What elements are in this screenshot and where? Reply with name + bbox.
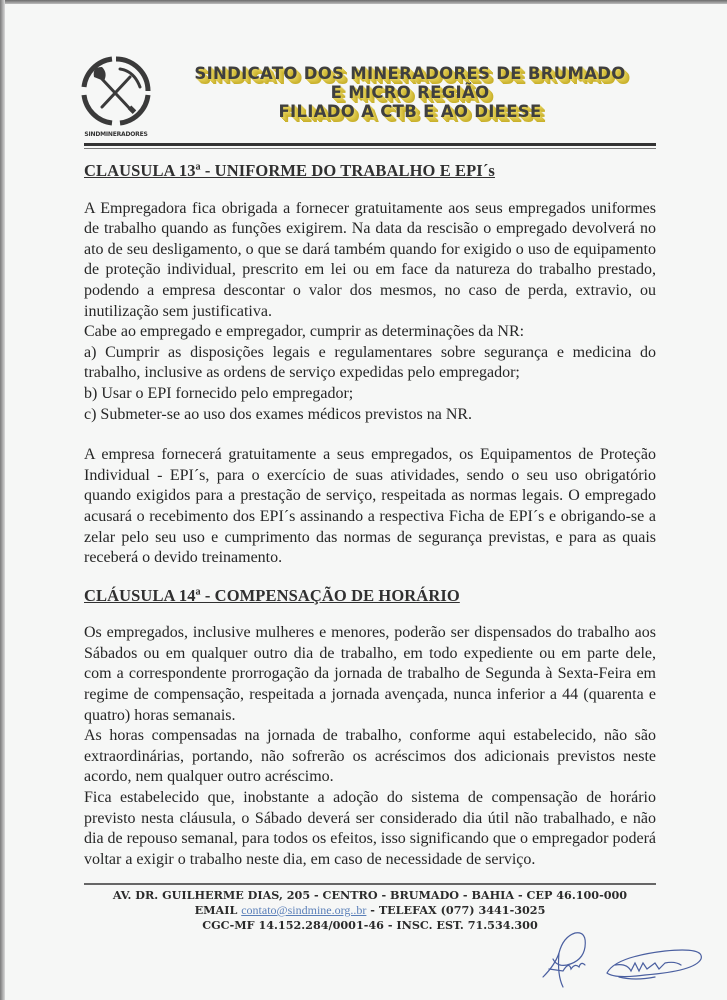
footer-divider bbox=[84, 883, 656, 885]
footer-telefax: - TELEFAX (077) 3441-3025 bbox=[370, 903, 546, 917]
clause-13-item-b: b) Usar o EPI fornecido pelo empregador; bbox=[84, 384, 354, 402]
banner-line-2: E MICRO REGIÃO bbox=[330, 83, 490, 102]
clause-13-item-c: c) Submeter-se ao uso dos exames médicos previstos na NR. bbox=[84, 405, 473, 423]
handwritten-signatures-icon bbox=[535, 925, 720, 995]
header-divider bbox=[84, 143, 656, 146]
clause-13-title: CLAUSULA 13ª - UNIFORME DO TRABALHO E EPI´s bbox=[84, 161, 495, 180]
header-divider-thin bbox=[84, 148, 656, 149]
scan-edge-left bbox=[0, 0, 5, 1000]
clause-14-paragraph-2: As horas compensadas na jornada de trabalho, conforme aqui estabelecido, não são extraordinárias, portando, não sofrerão os acréscimos dos adicionais previstos neste acordo, nem qualquer outro acréscimo. bbox=[84, 727, 656, 786]
footer-email-link[interactable]: contato@sindmine.org..br bbox=[241, 903, 367, 917]
union-logo-icon bbox=[80, 55, 152, 127]
footer-contact-line bbox=[84, 903, 656, 918]
logo-caption: SINDMINERADORES bbox=[84, 131, 148, 138]
clause-13-nr-intro: Cabe ao empregado e empregador, cumprir as determinações da NR: bbox=[84, 323, 525, 341]
banner-line-1: SINDICATO DOS MINERADORES DE BRUMADO bbox=[194, 64, 626, 83]
clause-14-title: CLÁUSULA 14ª - COMPENSAÇÃO DE HORÁRIO bbox=[84, 585, 460, 605]
banner-line-3: FILIADO A CTB E AO DIEESE bbox=[278, 102, 542, 121]
footer-address: AV. DR. GUILHERME DIAS, 205 - CENTRO - BRUMADO - BAHIA - CEP 46.100-000 bbox=[112, 888, 628, 902]
document-body bbox=[84, 161, 656, 870]
clause-14-paragraph-1: Os empregados, inclusive mulheres e menores, poderão ser dispensados do trabalho aos Sábados ou em qualquer outro dia de trabalho, em todo expediente ou em parte dele, com a correspondente prorrogação da jornada de trabalho de Segunda à Sexta-Feira em regime de compensação, respeitada a jornada avençada, nunca inferior a 44 (quarenta e quatro) horas semanais. bbox=[84, 624, 656, 724]
clause-13-epi-paragraph: A empresa fornecerá gratuitamente a seus empregados, os Equipamentos de Proteção Individual - EPI´s, para o exercício de suas atividades, sendo o seu uso obrigatório quando exigidos para a prestação de serviço, respeitada as normas legais. O empregado acusará o recebimento dos EPI´s assinando a respectiva Ficha de EPI´s e obrigando-se a zelar pelo seu uso e cumprimento das normas de segurança previstas, e para as quais receberá o devido treinamento. bbox=[84, 446, 656, 567]
scan-edge-top bbox=[0, 0, 727, 4]
clause-14-paragraph-3: Fica estabelecido que, inobstante a adoção do sistema de compensação de horário previsto nesta cláusula, o Sábado deverá ser considerado dia útil não trabalhado, e não dia de repouso semanal, para todos os efeitos, isso significando que o empregador poderá voltar a exigir o trabalho neste dia, em caso de necessidade de serviço. bbox=[84, 789, 656, 868]
clause-13-paragraph: A Empregadora fica obrigada a fornecer gratuitamente aos seus empregados uniformes de trabalho quando as funções exigirem. Na data da rescisão o empregado devolverá no ato de seu desligamento, o que se dará também quando for exigido o uso de equipamento de proteção individual, prescrito em lei ou em face da natureza do trabalho prestado, podendo a empresa descontar o valor dos mesmos, no caso de perda, extravio, ou inutilização sem justificativa. bbox=[84, 199, 656, 320]
clause-13-item-a: a) Cumprir as disposições legais e regulamentares sobre segurança e medicina do trabalho, inclusive as ordens de serviço expedidas pelo empregador; bbox=[84, 343, 656, 382]
footer-email-label: EMAIL bbox=[194, 903, 238, 917]
footer-registry: CGC-MF 14.152.284/0001-46 - INSC. EST. 71.534.300 bbox=[202, 918, 538, 932]
union-banner bbox=[160, 64, 660, 121]
